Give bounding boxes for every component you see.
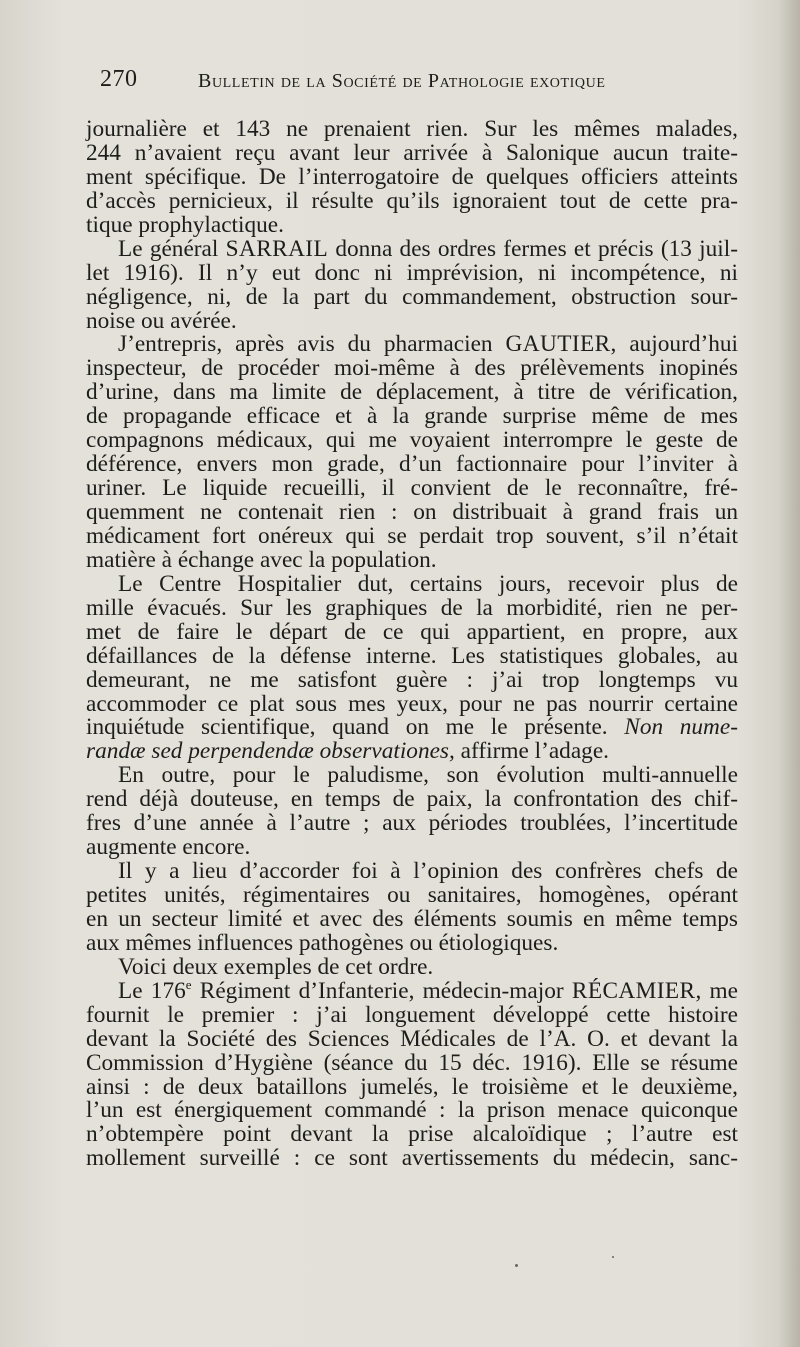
text-line: rend déjà douteuse, en temps de paix, la confrontation des chif- bbox=[86, 786, 738, 813]
text-line: devant la Société des Sciences Médicales de l’A. O. et devant la bbox=[86, 1025, 738, 1052]
text-line: Il y a lieu d’accorder foi à l’opinion des confrères chefs de bbox=[118, 858, 738, 885]
text-fragment: Le 176 bbox=[118, 977, 186, 1004]
text-line: Commission d’Hygiène (séance du 15 déc. 1916). Elle se résume bbox=[86, 1049, 738, 1076]
text-fragment bbox=[572, 978, 738, 1004]
person-name: SARRAIL bbox=[225, 235, 329, 262]
superscript: e bbox=[185, 976, 192, 992]
text-fragment: inquiétude scientifique, quand on me le présente. bbox=[86, 714, 608, 741]
text-line: accommoder ce plat sous mes yeux, pour ne pas nourrir certaine bbox=[86, 690, 738, 717]
text-line: let 1916). Il n’y eut donc ni imprévision, ni incompétence, ni bbox=[86, 259, 738, 286]
text-line: tique prophylactique. bbox=[86, 211, 284, 238]
text-line bbox=[86, 716, 738, 740]
text-fragment: J’entrepris, après avis du pharmacien bbox=[118, 331, 493, 358]
running-title: Bulletin de la Société de Pathologie exotique bbox=[198, 70, 606, 92]
text-line: déférence, envers mon grade, d’un factionnaire pour l’inviter à bbox=[86, 451, 738, 478]
text-line: défaillances de la défense interne. Les statistiques globales, au bbox=[86, 642, 738, 669]
text-line bbox=[86, 235, 738, 262]
text-line bbox=[86, 333, 738, 357]
text-fragment: Régiment d’Infanterie, médecin-major bbox=[199, 977, 564, 1004]
page-number: 270 bbox=[100, 66, 138, 92]
text-line: en un secteur limité et avec des éléments soumis en même temps bbox=[86, 905, 738, 932]
text-line: ment spécifique. De l’interrogatoire de quelques officiers atteints bbox=[86, 163, 738, 190]
text-fragment: , me bbox=[695, 977, 738, 1004]
text-fragment bbox=[118, 978, 192, 1004]
text-line: demeurant, ne me satisfont guère : j’ai trop longtemps vu bbox=[86, 666, 738, 693]
text-line: uriner. Le liquide recueilli, il convient de le reconnaître, fré- bbox=[86, 475, 738, 502]
text-line: journalière et 143 ne prenaient rien. Sur les mêmes malades, bbox=[86, 116, 738, 142]
print-speck bbox=[612, 1256, 614, 1258]
text-line: Voici deux exemples de cet ordre. bbox=[118, 953, 434, 980]
text-fragment: Le général bbox=[118, 235, 219, 262]
text-line: augmente encore. bbox=[86, 834, 251, 861]
text-line: quemment ne contenait rien : on distribuait à grand frais un bbox=[86, 499, 738, 525]
text-line bbox=[86, 976, 738, 1004]
text-line: mille évacués. Sur les graphiques de la morbidité, rien ne per- bbox=[86, 594, 738, 621]
text-line: de propagande efficace et à la grande surprise même de mes bbox=[86, 403, 738, 430]
person-name: RÉCAMIER bbox=[571, 977, 696, 1004]
text-line: aux mêmes influences pathogènes ou étiologiques. bbox=[86, 929, 559, 956]
running-header bbox=[100, 62, 700, 102]
text-line: n’obtempère point devant la prise alcaloïdique ; l’autre est bbox=[86, 1121, 738, 1148]
text-line: ainsi : de deux bataillons jumelés, le troisième et le deuxième, bbox=[86, 1073, 738, 1100]
text-line: d’urine, dans ma limite de déplacement, à titre de vérification, bbox=[86, 379, 738, 406]
text-line: fres d’une année à l’autre ; aux périodes troublées, l’incertitude bbox=[86, 810, 738, 837]
text-line: petites unités, régimentaires ou sanitaires, homogènes, opérant bbox=[86, 882, 738, 908]
text-line: Le Centre Hospitalier dut, certains jours, recevoir plus de bbox=[118, 570, 738, 597]
text-fragment: donna des ordres fermes et précis (13 juil- bbox=[335, 235, 738, 262]
text-line: met de faire le départ de ce qui appartient, en propre, aux bbox=[86, 618, 738, 645]
latin-quote: randæ sed perpendendæ observationes, bbox=[86, 738, 455, 765]
text-line: négligence, ni, de la part du commandement, obstruction sour- bbox=[86, 283, 738, 310]
text-line: inspecteur, de procéder moi-même à des prélèvements inopinés bbox=[86, 355, 738, 382]
text-line: mollement surveillé : ce sont avertissements du médecin, sanc- bbox=[86, 1145, 738, 1172]
print-speck bbox=[515, 1264, 518, 1267]
text-line: d’accès pernicieux, il résulte qu’ils ignoraient tout de cette pra- bbox=[86, 187, 738, 214]
text-line: l’un est énergiquement commandé : la prison menace quiconque bbox=[86, 1097, 738, 1124]
text-line: médicament fort onéreux qui se perdait trop souvent, s’il n’était bbox=[86, 522, 738, 549]
text-fragment: affirme l’adage. bbox=[460, 738, 609, 765]
latin-quote: Non nume- bbox=[624, 714, 738, 741]
text-fragment bbox=[506, 331, 739, 357]
text-line: matière à échange avec la population. bbox=[86, 546, 437, 573]
text-line: En outre, pour le paludisme, son évolution multi-annuelle bbox=[118, 762, 738, 789]
text-line: compagnons médicaux, qui me voyaient interrompre le geste de bbox=[86, 427, 738, 454]
text-line: fournit le premier : j’ai longuement développé cette histoire bbox=[86, 1001, 738, 1028]
text-line: noise ou avérée. bbox=[86, 307, 237, 334]
page-gutter-shadow bbox=[778, 0, 800, 1347]
text-fragment: , aujourd’hui bbox=[610, 331, 739, 358]
article-body bbox=[86, 118, 738, 1171]
text-line bbox=[86, 740, 738, 764]
person-name: GAUTIER bbox=[505, 331, 611, 358]
text-line: 244 n’avaient reçu avant leur arrivée à Salonique aucun traite- bbox=[86, 139, 738, 166]
